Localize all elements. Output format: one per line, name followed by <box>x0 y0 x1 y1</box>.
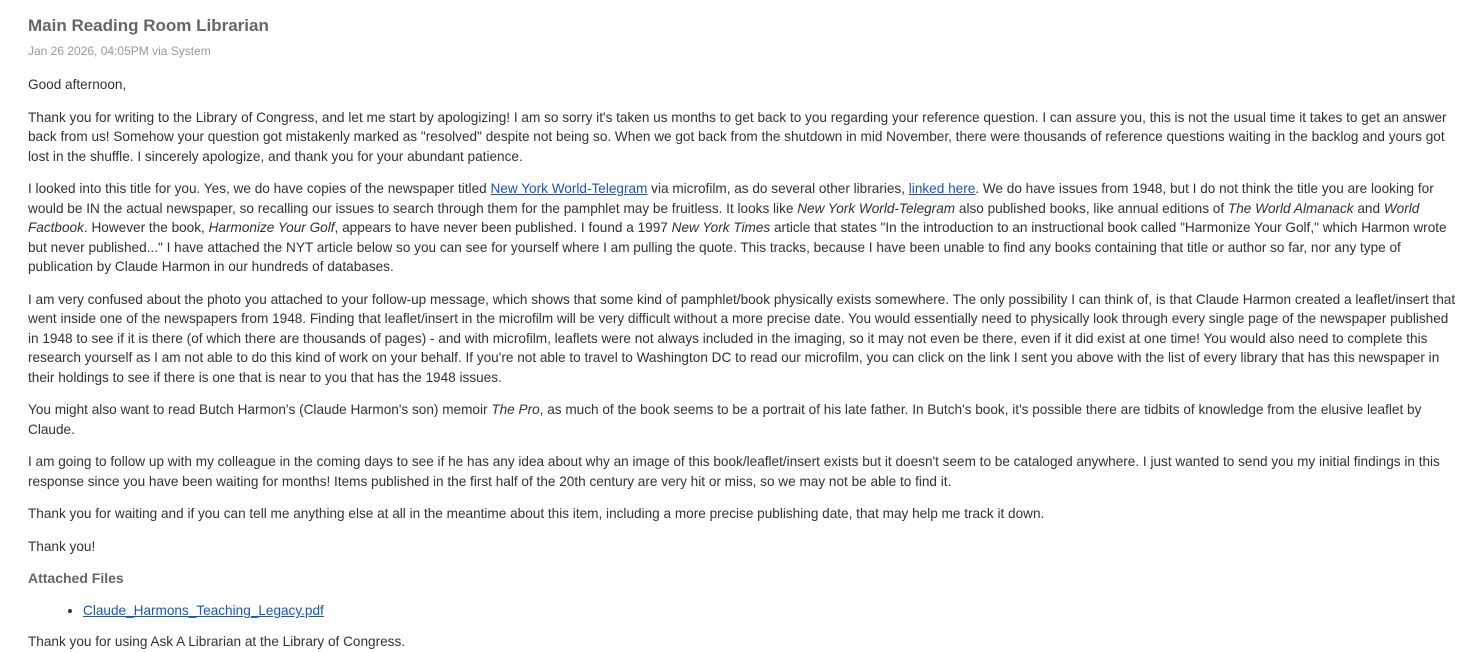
text: I looked into this title for you. Yes, we do have copies of the newspaper titled <box>28 181 491 196</box>
message-body <box>28 75 1458 556</box>
text: , as much of the book seems to be a portrait of his late father. In Butch's book, it's possible there are tidbits of knowledge from the elusive leaflet by Claude. <box>28 402 1422 437</box>
italic-title: World Factbook <box>28 200 1420 235</box>
sender-name: Main Reading Room Librarian <box>28 16 269 35</box>
list-item <box>83 601 1458 620</box>
text: , appears to have never been published. I found a 1997 <box>334 220 672 235</box>
paragraph-thanks: Thank you! <box>28 538 96 554</box>
message-container <box>28 14 1458 652</box>
italic-title: New York Times <box>671 220 771 235</box>
italic-title: The Pro <box>491 402 540 417</box>
message-meta: Jan 26 2026, 04:05PM via System <box>28 44 211 58</box>
paragraph-photo: I am very confused about the photo you attached to your follow-up message, which shows that some kind of pamphlet/book physically exists somewhere. The only possibility I can think of, is that Claude Harmon created a leaflet/insert that went inside one of the newspapers from 1948. Finding that leaflet/insert in the microfilm will be very difficult without a more precise date. You would essentially need to physically look through every single page of the newspaper published in 1948 to see if it is there (of which there are thousands of pages) - and with microfilm, leaflets were not always included in the imaging, so it may not even be there, even if it did exist at one time! You would also need to complete this research yourself as I am not able to do this kind of work on your behalf. If you're not able to travel to Washington DC to read our microfilm, you can click on the link I sent you above with the list of every library that has this newspaper in their holdings to see if there is one that is near to you that has the 1948 issues. <box>28 291 1456 385</box>
text: via microfilm, as do several other libraries, <box>647 181 909 196</box>
paragraph-findings <box>28 179 1458 277</box>
newspaper-link[interactable]: New York World-Telegram <box>490 181 648 196</box>
attachment-link[interactable]: Claude_Harmons_Teaching_Legacy.pdf <box>83 603 324 618</box>
text: . However the book, <box>83 220 209 235</box>
paragraph-waiting: Thank you for waiting and if you can tell me anything else at all in the meantime about this item, including a more precise publishing date, that may help me track it down. <box>28 506 1045 521</box>
libraries-link[interactable]: linked here <box>908 181 976 196</box>
italic-title: New York World-Telegram <box>797 200 956 216</box>
text: . We do have issues from 1948, but I do not think the title you are looking for would be IN the actual newspaper, so recalling our issues to search through them for the pamphlet may be fruitless. It looks like <box>28 181 1434 216</box>
attached-files-list <box>28 601 1458 620</box>
italic-title: Harmonize Your Golf <box>208 220 335 235</box>
attached-files-heading: Attached Files <box>28 570 124 586</box>
text: and <box>1353 200 1384 216</box>
footer-text: Thank you for using Ask A Librarian at the Library of Congress. <box>28 634 406 649</box>
text: also published books, like annual editions of <box>955 200 1228 216</box>
paragraph-follow-up: I am going to follow up with my colleague in the coming days to see if he has any idea about why an image of this book/leaflet/insert exists but it doesn't seem to be cataloged anywhere. I just wanted to send you my initial findings in this response since you have been waiting for months! Items published in the first half of the 20th century are very hit or miss, so we may not be able to find it. <box>28 454 1440 489</box>
text: article that states "In the introduction to an instructional book called "Harmonize Your Golf," which Harmon wrote but never published..." I have attached the NYT article below so you can see for yourself where I am pulling the quote. This tracks, because I have been unable to find any books containing that title or author so far, nor any type of publication by Claude Harmon in our hundreds of databases. <box>28 220 1447 274</box>
greeting: Good afternoon, <box>28 77 127 92</box>
paragraph-apology: Thank you for writing to the Library of Congress, and let me start by apologizing! I am so sorry it's taken us months to get back to you regarding your reference question. I can assure you, this is not the usual time it takes to get an answer back from us! Somehow your question got mistakenly marked as "resolved" despite not being so. When we got back from the shutdown in mid November, there were thousands of reference questions waiting in the backlog and yours got lost in the shuffle. I sincerely apologize, and thank you for your abundant patience. <box>28 109 1447 164</box>
italic-title: The World Almanack <box>1227 200 1354 216</box>
paragraph-memoir <box>28 400 1458 439</box>
text: You might also want to read Butch Harmon's (Claude Harmon's son) memoir <box>28 402 492 417</box>
